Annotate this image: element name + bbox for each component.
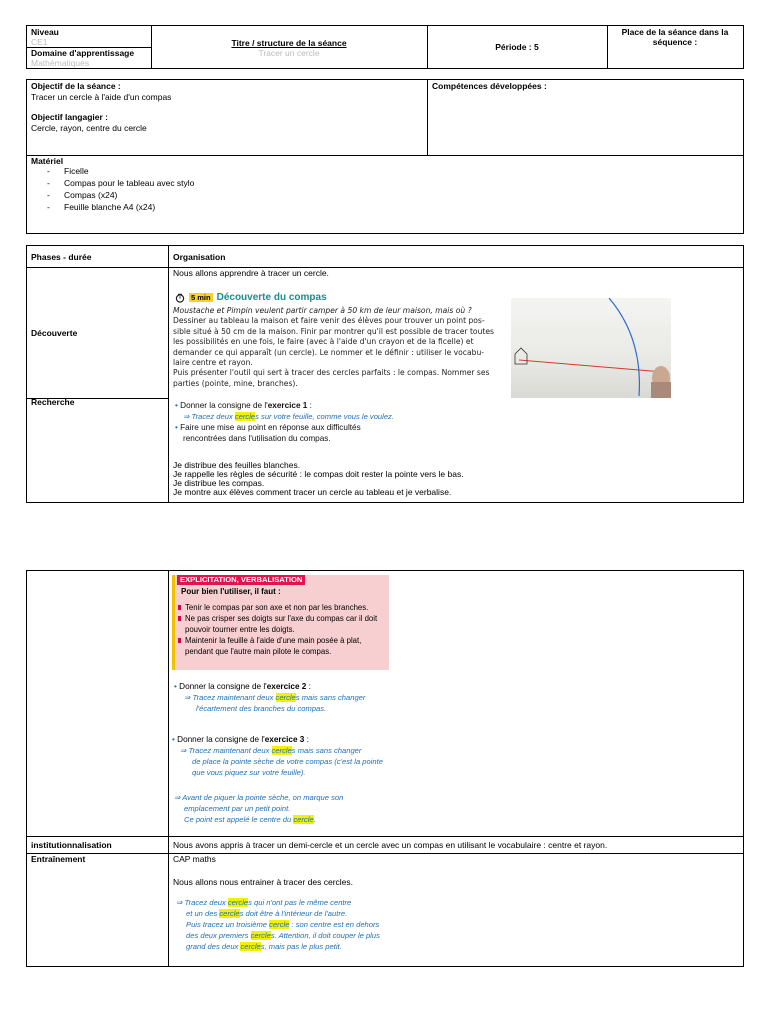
decouverte-text: [173, 306, 533, 389]
exercice-3-instruction: [172, 745, 383, 756]
phase-decouverte: Découverte: [31, 328, 78, 338]
materiel-box: [26, 155, 744, 234]
phase-institutionnalisation: institutionnalisation: [31, 840, 112, 850]
note-line: Je distribue des feuilles blanches.: [173, 460, 301, 470]
consigne-exercice: exercice 2: [266, 682, 307, 691]
decouverte-heading-row: [175, 292, 327, 303]
text-line: Dessiner au tableau la maison et faire venir des élèves pour trouver un point pos-: [173, 316, 485, 326]
arrow-icon: ⇒: [180, 746, 187, 755]
consigne-exercice: exercice 3: [264, 735, 305, 744]
consigne-suffix: :: [304, 735, 309, 744]
arrow-icon: ⇒: [176, 898, 183, 907]
note-text: .: [313, 815, 316, 824]
recherche-notes: [173, 461, 464, 497]
instruction-text: et un des: [186, 909, 220, 918]
mise-au-point-line: Faire une mise au point en réponse aux difficultés: [180, 423, 361, 432]
instruction-text: s mais sans changer: [295, 693, 366, 702]
note-line: Je rappelle les règles de sécurité : le compas doit rester la pointe vers le bas.: [173, 469, 464, 479]
note-line: [174, 814, 343, 825]
col-header-organisation: Organisation: [173, 252, 226, 262]
institutionnalisation-text: Nous avons appris à tracer un demi-cercle et un cercle avec un compas en utilisant le vocabulaire : centre et rayon.: [173, 840, 608, 850]
text-line: demander ce qui apparaît (un cercle). Le nommer et le définir : utiliser le vocabu-: [173, 347, 485, 357]
instruction-text: s sur votre feuille, comme vous le voulez.: [255, 412, 394, 421]
consigne-suffix: :: [306, 682, 311, 691]
text-line: sible situé à 50 cm de la maison. Finir par montrer qu'il est possible de tracer toutes: [173, 326, 494, 336]
place-seance-label: Place de la séance dans la séquence :: [621, 27, 729, 47]
instruction-text: Tracez maintenant deux: [192, 693, 276, 702]
list-item: Maintenir la feuille à l'aide d'une main posée à plat,: [177, 635, 389, 646]
instruction-text: que vous piquez sur votre feuille).: [192, 768, 306, 777]
list-item-continued: pouvoir tourner entre les doigts.: [185, 625, 295, 634]
explicitation-title: Pour bien l'utiliser, il faut :: [181, 587, 281, 596]
niveau-label: Niveau: [31, 27, 59, 37]
exercice-1-instruction: [173, 411, 394, 422]
highlighted-word: cercle: [227, 898, 249, 907]
time-badge: 5 min: [191, 293, 211, 302]
bullet-icon: •: [175, 423, 178, 432]
instruction-text: Tracez maintenant deux: [188, 746, 272, 755]
consigne-suffix: :: [307, 401, 312, 410]
phase-recherche: Recherche: [31, 397, 75, 407]
compas-photo-drawing: [511, 298, 671, 398]
list-item: Tenir le compas par son axe et non par les branches.: [177, 602, 389, 613]
col-header-phases: Phases - durée: [31, 252, 92, 262]
instruction-text: s doit être à l'intérieur de l'autre.: [239, 909, 348, 918]
instruction-text: l'écartement des branches du compas.: [196, 704, 327, 713]
instruction-line: [176, 930, 380, 941]
text-line: Puis présenter l'outil qui sert à tracer des cercles parfaits : le compas. Nommer ses: [173, 368, 490, 378]
instruction-line: [176, 919, 380, 930]
instruction-text: s qui n'ont pas le même centre: [248, 898, 352, 907]
materiel-label: Matériel: [31, 156, 64, 166]
instruction-line: [176, 897, 380, 908]
exercice-1-consigne: [173, 400, 394, 411]
list-item: Ne pas crisper ses doigts sur l'axe du compas car il doit: [177, 613, 389, 624]
highlighted-word: cercle: [250, 931, 271, 940]
exercice-3-consigne: [172, 734, 383, 745]
materiel-list: [31, 165, 194, 213]
list-item: - Compas (x24): [31, 189, 194, 201]
consigne-exercice: exercice 1: [267, 401, 308, 410]
objectif-label: Objectif de la séance :: [31, 81, 121, 91]
niveau-value: CE1: [31, 37, 48, 47]
exercice-3-block: [172, 734, 383, 778]
arrow-icon: ⇒: [184, 693, 191, 702]
phases-table-1: [26, 245, 744, 503]
exercice-2-block: [174, 681, 365, 714]
periode: Période : 5: [495, 42, 539, 52]
instruction-line: [176, 941, 380, 952]
list-item: - Compas pour le tableau avec stylo: [31, 177, 194, 189]
highlighted-word: cercle: [271, 746, 292, 755]
arrow-icon: ⇒: [174, 793, 181, 802]
centre-note: [174, 792, 343, 825]
note-text: Ce point est appelé le centre du: [184, 815, 294, 824]
cap-maths: CAP maths: [173, 854, 216, 864]
domaine-label: Domaine d'apprentissage: [31, 48, 135, 58]
bullet-icon: •: [172, 735, 175, 744]
instruction-text: Tracez deux: [191, 412, 235, 421]
explicitation-box: [172, 575, 389, 670]
instruction-text: : son centre est en dehors: [289, 920, 380, 929]
instruction-text: grand des deux: [186, 942, 241, 951]
seance-title-label: Titre / structure de la séance: [231, 38, 347, 48]
instruction-text: des deux premiers: [186, 931, 251, 940]
note-text: Avant de piquer la pointe sèche, on marque son: [182, 793, 344, 802]
arrow-icon: ⇒: [183, 412, 190, 421]
entrainement-instruction: [176, 897, 380, 952]
recherche-content: [173, 400, 394, 444]
consigne-prefix: Donner la consigne de l': [179, 682, 267, 691]
instruction-text: de place la pointe sèche de votre compas (c'est la pointe: [192, 757, 383, 766]
instruction-text: Tracez deux: [184, 898, 228, 907]
exercice-2-consigne: [174, 681, 365, 692]
note-line: [174, 792, 343, 803]
objectif-value: Tracer un cercle à l'aide d'un compas: [31, 92, 172, 102]
list-item: - Ficelle: [31, 165, 194, 177]
decouverte-intro: Nous allons apprendre à tracer un cercle.: [173, 268, 329, 278]
mise-au-point: [173, 422, 394, 433]
mise-au-point-line: rencontrées dans l'utilisation du compas.: [183, 434, 331, 443]
explicitation-list: [177, 602, 389, 657]
phases-table-2: [26, 570, 744, 967]
instruction-text: s mais sans changer: [291, 746, 362, 755]
header-table: [26, 25, 744, 69]
consigne-prefix: Donner la consigne de l': [180, 401, 268, 410]
note-line: emplacement par un petit point.: [184, 804, 291, 813]
highlighted-word: cercle: [269, 920, 290, 929]
compas-photo: [511, 298, 671, 398]
domaine-value: Mathématiques: [31, 58, 90, 68]
explicitation-banner: EXPLICITATION, VERBALISATION: [177, 575, 305, 585]
text-line: les possibilités en une fois, le faire (avec à l'aide d'un crayon et de la ficelle) et: [173, 337, 474, 347]
highlighted-word: cercle: [275, 693, 296, 702]
objectif-langagier-label: Objectif langagier :: [31, 112, 108, 122]
instruction-text: s. Attention, il doit couper le plus: [270, 931, 380, 940]
competences-label: Compétences développées :: [432, 81, 547, 91]
exercice-2-instruction: [174, 692, 365, 703]
decouverte-heading: Découverte du compas: [216, 292, 327, 303]
objectifs-box: [26, 79, 744, 156]
instruction-line: [176, 908, 380, 919]
timer-icon: [175, 293, 185, 303]
highlighted-word: cercle: [219, 909, 240, 918]
seance-title-value: Tracer un cercle: [258, 48, 320, 58]
highlighted-word: cercle: [293, 815, 314, 824]
objectif-langagier-value: Cercle, rayon, centre du cercle: [31, 123, 147, 133]
note-line: Je montre aux élèves comment tracer un cercle au tableau et je verbalise.: [173, 487, 452, 497]
instruction-text: s, mais pas le plus petit.: [260, 942, 342, 951]
text-line: laire centre et rayon.: [173, 358, 253, 368]
list-item-continued: pendant que l'autre main pilote le compas.: [185, 647, 332, 656]
highlighted-word: cercle: [240, 942, 261, 951]
text-line: parties (pointe, mine, branches).: [173, 378, 298, 388]
entrainement-intro: Nous allons nous entrainer à tracer des cercles.: [173, 877, 354, 887]
list-item: - Feuille blanche A4 (x24): [31, 201, 194, 213]
consigne-prefix: Donner la consigne de l': [177, 735, 265, 744]
instruction-text: Puis tracez un troisième: [186, 920, 270, 929]
text-line: Moustache et Pimpin veulent partir camper à 50 km de leur maison, mais où ?: [173, 306, 472, 315]
highlighted-word: cercle: [234, 412, 256, 421]
bullet-icon: •: [174, 682, 177, 691]
phase-entrainement: Entraînement: [31, 854, 86, 864]
bullet-icon: •: [175, 401, 178, 410]
note-line: Je distribue les compas.: [173, 478, 265, 488]
